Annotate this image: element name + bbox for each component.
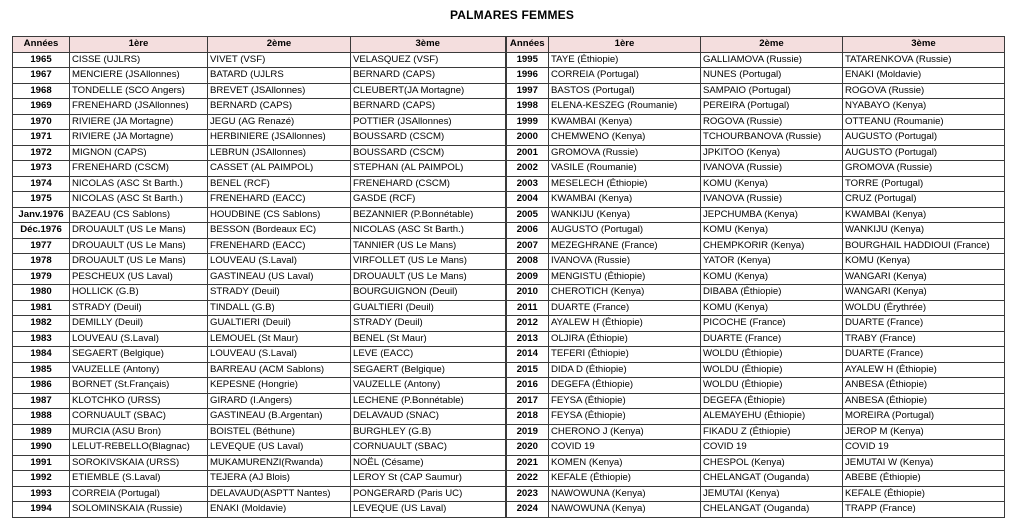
table-row — [13, 145, 1005, 161]
year-cell: 2017 — [506, 393, 549, 409]
year-cell: 1994 — [13, 502, 70, 518]
second-place-cell: PICOCHE (France) — [701, 316, 843, 332]
third-place-cell: LECHENE (P.Bonnétable) — [351, 393, 506, 409]
third-place-cell: NICOLAS (ASC St Barth.) — [351, 223, 506, 239]
first-place-cell: ELENA-KESZEG (Roumanie) — [549, 99, 701, 115]
second-place-cell: BARREAU (ACM Sablons) — [208, 362, 351, 378]
header-year: Années — [506, 37, 549, 53]
year-cell: 1967 — [13, 68, 70, 84]
third-place-cell: DUARTE (France) — [843, 316, 1005, 332]
table-row — [13, 316, 1005, 332]
second-place-cell: GUALTIERI (Deuil) — [208, 316, 351, 332]
first-place-cell: IVANOVA (Russie) — [549, 254, 701, 270]
third-place-cell: LEVEQUE (US Laval) — [351, 502, 506, 518]
year-cell: 2007 — [506, 238, 549, 254]
third-place-cell: KEFALE (Éthiopie) — [843, 486, 1005, 502]
first-place-cell: PESCHEUX (US Laval) — [70, 269, 208, 285]
first-place-cell: KEFALE (Éthiopie) — [549, 471, 701, 487]
third-place-cell: BERNARD (CAPS) — [351, 99, 506, 115]
first-place-cell: BAZEAU (CS Sablons) — [70, 207, 208, 223]
first-place-cell: SOROKIVSKAIA (URSS) — [70, 455, 208, 471]
year-cell: 1977 — [13, 238, 70, 254]
year-cell: 1997 — [506, 83, 549, 99]
year-cell: 2014 — [506, 347, 549, 363]
first-place-cell: VASILE (Roumanie) — [549, 161, 701, 177]
third-place-cell: ENAKI (Moldavie) — [843, 68, 1005, 84]
first-place-cell: CORREIA (Portugal) — [549, 68, 701, 84]
year-cell: 2020 — [506, 440, 549, 456]
first-place-cell: OLJIRA (Éthiopie) — [549, 331, 701, 347]
first-place-cell: CORREIA (Portugal) — [70, 486, 208, 502]
third-place-cell: DUARTE (France) — [843, 347, 1005, 363]
year-cell: 1978 — [13, 254, 70, 270]
table-row — [13, 269, 1005, 285]
third-place-cell: NOËL (Césame) — [351, 455, 506, 471]
header-first: 1ère — [70, 37, 208, 53]
second-place-cell: LOUVEAU (S.Laval) — [208, 254, 351, 270]
third-place-cell: LEVE (EACC) — [351, 347, 506, 363]
year-cell: 2018 — [506, 409, 549, 425]
year-cell: 1971 — [13, 130, 70, 146]
first-place-cell: FRENEHARD (JSAllonnes) — [70, 99, 208, 115]
table-row — [13, 161, 1005, 177]
first-place-cell: MIGNON (CAPS) — [70, 145, 208, 161]
year-cell: 1979 — [13, 269, 70, 285]
second-place-cell: ALEMAYEHU (Éthiopie) — [701, 409, 843, 425]
third-place-cell: WANGARI (Kenya) — [843, 269, 1005, 285]
first-place-cell: DIDA D (Éthiopie) — [549, 362, 701, 378]
third-place-cell: COVID 19 — [843, 440, 1005, 456]
second-place-cell: JEGU (AG Renazé) — [208, 114, 351, 130]
third-place-cell: KWAMBAI (Kenya) — [843, 207, 1005, 223]
header-first: 1ère — [549, 37, 701, 53]
second-place-cell: NUNES (Portugal) — [701, 68, 843, 84]
year-cell: 1995 — [506, 52, 549, 68]
year-cell: 2001 — [506, 145, 549, 161]
third-place-cell: BURGHLEY (G.B) — [351, 424, 506, 440]
second-place-cell: BATARD (UJLRS — [208, 68, 351, 84]
first-place-cell: MENCIERE (JSAllonnes) — [70, 68, 208, 84]
second-place-cell: VIVET (VSF) — [208, 52, 351, 68]
first-place-cell: DROUAULT (US Le Mans) — [70, 223, 208, 239]
year-cell: 2019 — [506, 424, 549, 440]
palmares-table — [12, 36, 1005, 518]
third-place-cell: TORRE (Portugal) — [843, 176, 1005, 192]
third-place-cell: TRAPP (France) — [843, 502, 1005, 518]
year-cell: 1968 — [13, 83, 70, 99]
second-place-cell: JEMUTAI (Kenya) — [701, 486, 843, 502]
second-place-cell: KOMU (Kenya) — [701, 223, 843, 239]
first-place-cell: BASTOS (Portugal) — [549, 83, 701, 99]
table-row — [13, 362, 1005, 378]
second-place-cell: BENEL (RCF) — [208, 176, 351, 192]
year-cell: 1986 — [13, 378, 70, 394]
third-place-cell: FRENEHARD (CSCM) — [351, 176, 506, 192]
third-place-cell: STEPHAN (AL PAIMPOL) — [351, 161, 506, 177]
third-place-cell: TATARENKOVA (Russie) — [843, 52, 1005, 68]
second-place-cell: TINDALL (G.B) — [208, 300, 351, 316]
year-cell: 1975 — [13, 192, 70, 208]
first-place-cell: NICOLAS (ASC St Barth.) — [70, 176, 208, 192]
first-place-cell: SEGAERT (Belgique) — [70, 347, 208, 363]
year-cell: Janv.1976 — [13, 207, 70, 223]
first-place-cell: RIVIERE (JA Mortagne) — [70, 114, 208, 130]
header-third: 3ème — [843, 37, 1005, 53]
second-place-cell: FRENEHARD (EACC) — [208, 238, 351, 254]
year-cell: 2000 — [506, 130, 549, 146]
second-place-cell: ENAKI (Moldavie) — [208, 502, 351, 518]
second-place-cell: PEREIRA (Portugal) — [701, 99, 843, 115]
second-place-cell: FIKADU Z (Éthiopie) — [701, 424, 843, 440]
second-place-cell: GALLIAMOVA (Russie) — [701, 52, 843, 68]
third-place-cell: WOLDU (Érythrée) — [843, 300, 1005, 316]
table-row — [13, 114, 1005, 130]
year-cell: 2008 — [506, 254, 549, 270]
first-place-cell: DUARTE (France) — [549, 300, 701, 316]
table-row — [13, 393, 1005, 409]
first-place-cell: DROUAULT (US Le Mans) — [70, 254, 208, 270]
table-row — [13, 331, 1005, 347]
table-row — [13, 440, 1005, 456]
year-cell: 1988 — [13, 409, 70, 425]
second-place-cell: JPKITOO (Kenya) — [701, 145, 843, 161]
third-place-cell: AYALEW H (Éthiopie) — [843, 362, 1005, 378]
year-cell: 1991 — [13, 455, 70, 471]
first-place-cell: WANKIJU (Kenya) — [549, 207, 701, 223]
third-place-cell: BEZANNIER (P.Bonnétable) — [351, 207, 506, 223]
third-place-cell: TRABY (France) — [843, 331, 1005, 347]
table-row — [13, 285, 1005, 301]
second-place-cell: GASTINEAU (US Laval) — [208, 269, 351, 285]
third-place-cell: AUGUSTO (Portugal) — [843, 130, 1005, 146]
first-place-cell: LOUVEAU (S.Laval) — [70, 331, 208, 347]
third-place-cell: BERNARD (CAPS) — [351, 68, 506, 84]
first-place-cell: NAWOWUNA (Kenya) — [549, 502, 701, 518]
table-row — [13, 83, 1005, 99]
year-cell: 2022 — [506, 471, 549, 487]
third-place-cell: ANBESA (Éthiopie) — [843, 393, 1005, 409]
table-row — [13, 300, 1005, 316]
year-cell: 1993 — [13, 486, 70, 502]
first-place-cell: GROMOVA (Russie) — [549, 145, 701, 161]
second-place-cell: TEJERA (AJ Blois) — [208, 471, 351, 487]
third-place-cell: GUALTIERI (Deuil) — [351, 300, 506, 316]
first-place-cell: MEZEGHRANE (France) — [549, 238, 701, 254]
third-place-cell: AUGUSTO (Portugal) — [843, 145, 1005, 161]
first-place-cell: TEFERI (Éthiopie) — [549, 347, 701, 363]
third-place-cell: PONGERARD (Paris UC) — [351, 486, 506, 502]
third-place-cell: JEROP M (Kenya) — [843, 424, 1005, 440]
header-row — [13, 37, 1005, 53]
first-place-cell: KLOTCHKO (URSS) — [70, 393, 208, 409]
header-second: 2ème — [701, 37, 843, 53]
second-place-cell: IVANOVA (Russie) — [701, 192, 843, 208]
third-place-cell: VIRFOLLET (US Le Mans) — [351, 254, 506, 270]
third-place-cell: STRADY (Deuil) — [351, 316, 506, 332]
year-cell: 1965 — [13, 52, 70, 68]
header-third: 3ème — [351, 37, 506, 53]
first-place-cell: COVID 19 — [549, 440, 701, 456]
first-place-cell: VAUZELLE (Antony) — [70, 362, 208, 378]
first-place-cell: NICOLAS (ASC St Barth.) — [70, 192, 208, 208]
year-cell: 2004 — [506, 192, 549, 208]
first-place-cell: STRADY (Deuil) — [70, 300, 208, 316]
first-place-cell: RIVIERE (JA Mortagne) — [70, 130, 208, 146]
year-cell: 2013 — [506, 331, 549, 347]
year-cell: 1992 — [13, 471, 70, 487]
second-place-cell: COVID 19 — [701, 440, 843, 456]
second-place-cell: WOLDU (Éthiopie) — [701, 347, 843, 363]
table-row — [13, 455, 1005, 471]
second-place-cell: ROGOVA (Russie) — [701, 114, 843, 130]
year-cell: 2003 — [506, 176, 549, 192]
second-place-cell: MUKAMURENZI(Rwanda) — [208, 455, 351, 471]
year-cell: 2010 — [506, 285, 549, 301]
first-place-cell: HOLLICK (G.B) — [70, 285, 208, 301]
year-cell: 2011 — [506, 300, 549, 316]
table-row — [13, 378, 1005, 394]
year-cell: 1987 — [13, 393, 70, 409]
second-place-cell: GIRARD (I.Angers) — [208, 393, 351, 409]
first-place-cell: KWAMBAI (Kenya) — [549, 192, 701, 208]
year-cell: 1983 — [13, 331, 70, 347]
third-place-cell: TANNIER (US Le Mans) — [351, 238, 506, 254]
table-row — [13, 486, 1005, 502]
second-place-cell: BREVET (JSAllonnes) — [208, 83, 351, 99]
year-cell: 2016 — [506, 378, 549, 394]
year-cell: 1970 — [13, 114, 70, 130]
first-place-cell: LELUT-REBELLO(Blagnac) — [70, 440, 208, 456]
third-place-cell: VELASQUEZ (VSF) — [351, 52, 506, 68]
year-cell: 2015 — [506, 362, 549, 378]
third-place-cell: GASDE (RCF) — [351, 192, 506, 208]
third-place-cell: BENEL (St Maur) — [351, 331, 506, 347]
year-cell: 1984 — [13, 347, 70, 363]
second-place-cell: CHEMPKORIR (Kenya) — [701, 238, 843, 254]
year-cell: 2021 — [506, 455, 549, 471]
first-place-cell: KWAMBAI (Kenya) — [549, 114, 701, 130]
first-place-cell: AYALEW H (Éthiopie) — [549, 316, 701, 332]
first-place-cell: FRENEHARD (CSCM) — [70, 161, 208, 177]
year-cell: 2012 — [506, 316, 549, 332]
second-place-cell: TCHOURBANOVA (Russie) — [701, 130, 843, 146]
second-place-cell: BOISTEL (Béthune) — [208, 424, 351, 440]
table-row — [13, 238, 1005, 254]
first-place-cell: FEYSA (Éthiopie) — [549, 409, 701, 425]
second-place-cell: KOMU (Kenya) — [701, 176, 843, 192]
second-place-cell: GASTINEAU (B.Argentan) — [208, 409, 351, 425]
first-place-cell: CISSE (UJLRS) — [70, 52, 208, 68]
page-title: PALMARES FEMMES — [449, 8, 575, 22]
year-cell: 1981 — [13, 300, 70, 316]
third-place-cell: BOURGUIGNON (Deuil) — [351, 285, 506, 301]
year-cell: 1985 — [13, 362, 70, 378]
first-place-cell: FEYSA (Éthiopie) — [549, 393, 701, 409]
year-cell: 1974 — [13, 176, 70, 192]
third-place-cell: MOREIRA (Portugal) — [843, 409, 1005, 425]
third-place-cell: ROGOVA (Russie) — [843, 83, 1005, 99]
table-row — [13, 502, 1005, 518]
second-place-cell: LEBRUN (JSAllonnes) — [208, 145, 351, 161]
first-place-cell: NAWOWUNA (Kenya) — [549, 486, 701, 502]
second-place-cell: CHELANGAT (Ouganda) — [701, 471, 843, 487]
second-place-cell: DUARTE (France) — [701, 331, 843, 347]
second-place-cell: JEPCHUMBA (Kenya) — [701, 207, 843, 223]
second-place-cell: LEMOUEL (St Maur) — [208, 331, 351, 347]
year-cell: 2002 — [506, 161, 549, 177]
second-place-cell: IVANOVA (Russie) — [701, 161, 843, 177]
year-cell: Déc.1976 — [13, 223, 70, 239]
first-place-cell: MURCIA (ASU Bron) — [70, 424, 208, 440]
first-place-cell: MESELECH (Éthiopie) — [549, 176, 701, 192]
third-place-cell: POTTIER (JSAllonnes) — [351, 114, 506, 130]
year-cell: 2005 — [506, 207, 549, 223]
table-row — [13, 130, 1005, 146]
second-place-cell: DIBABA (Éthiopie) — [701, 285, 843, 301]
second-place-cell: KOMU (Kenya) — [701, 300, 843, 316]
first-place-cell: CORNUAULT (SBAC) — [70, 409, 208, 425]
first-place-cell: SOLOMINSKAIA (Russie) — [70, 502, 208, 518]
third-place-cell: ANBESA (Éthiopie) — [843, 378, 1005, 394]
year-cell: 2006 — [506, 223, 549, 239]
second-place-cell: BERNARD (CAPS) — [208, 99, 351, 115]
third-place-cell: SEGAERT (Belgique) — [351, 362, 506, 378]
year-cell: 2024 — [506, 502, 549, 518]
third-place-cell: ABEBE (Éthiopie) — [843, 471, 1005, 487]
third-place-cell: WANGARI (Kenya) — [843, 285, 1005, 301]
third-place-cell: VAUZELLE (Antony) — [351, 378, 506, 394]
third-place-cell: CRUZ (Portugal) — [843, 192, 1005, 208]
first-place-cell: AUGUSTO (Portugal) — [549, 223, 701, 239]
first-place-cell: DEGEFA (Éthiopie) — [549, 378, 701, 394]
first-place-cell: CHERONO J (Kenya) — [549, 424, 701, 440]
table-row — [13, 471, 1005, 487]
third-place-cell: NYABAYO (Kenya) — [843, 99, 1005, 115]
second-place-cell: WOLDU (Éthiopie) — [701, 378, 843, 394]
table-row — [13, 99, 1005, 115]
year-cell: 2023 — [506, 486, 549, 502]
second-place-cell: DEGEFA (Éthiopie) — [701, 393, 843, 409]
table-row — [13, 176, 1005, 192]
first-place-cell: ETIEMBLE (S.Laval) — [70, 471, 208, 487]
table-row — [13, 192, 1005, 208]
header-second: 2ème — [208, 37, 351, 53]
first-place-cell: BORNET (St.Français) — [70, 378, 208, 394]
third-place-cell: DROUAULT (US Le Mans) — [351, 269, 506, 285]
year-cell: 2009 — [506, 269, 549, 285]
second-place-cell: HOUDBINE (CS Sablons) — [208, 207, 351, 223]
table-row — [13, 254, 1005, 270]
year-cell: 1969 — [13, 99, 70, 115]
year-cell: 1972 — [13, 145, 70, 161]
first-place-cell: CHEROTICH (Kenya) — [549, 285, 701, 301]
first-place-cell: CHEMWENO (Kenya) — [549, 130, 701, 146]
third-place-cell: BOURGHAIL HADDIOUI (France) — [843, 238, 1005, 254]
year-cell: 1990 — [13, 440, 70, 456]
third-place-cell: BOUSSARD (CSCM) — [351, 145, 506, 161]
table-row — [13, 68, 1005, 84]
third-place-cell: DELAVAUD (SNAC) — [351, 409, 506, 425]
year-cell: 1982 — [13, 316, 70, 332]
second-place-cell: SAMPAIO (Portugal) — [701, 83, 843, 99]
third-place-cell: WANKIJU (Kenya) — [843, 223, 1005, 239]
first-place-cell: TONDELLE (SCO Angers) — [70, 83, 208, 99]
second-place-cell: LOUVEAU (S.Laval) — [208, 347, 351, 363]
first-place-cell: KOMEN (Kenya) — [549, 455, 701, 471]
first-place-cell: DEMILLY (Deuil) — [70, 316, 208, 332]
third-place-cell: OTTEANU (Roumanie) — [843, 114, 1005, 130]
third-place-cell: GROMOVA (Russie) — [843, 161, 1005, 177]
second-place-cell: KEPESNE (Hongrie) — [208, 378, 351, 394]
second-place-cell: KOMU (Kenya) — [701, 269, 843, 285]
third-place-cell: CLEUBERT(JA Mortagne) — [351, 83, 506, 99]
second-place-cell: HERBINIERE (JSAllonnes) — [208, 130, 351, 146]
year-cell: 1996 — [506, 68, 549, 84]
table-row — [13, 207, 1005, 223]
second-place-cell: CHESPOL (Kenya) — [701, 455, 843, 471]
third-place-cell: LEROY St (CAP Saumur) — [351, 471, 506, 487]
year-cell: 1999 — [506, 114, 549, 130]
first-place-cell: DROUAULT (US Le Mans) — [70, 238, 208, 254]
year-cell: 1980 — [13, 285, 70, 301]
second-place-cell: WOLDU (Éthiopie) — [701, 362, 843, 378]
year-cell: 1973 — [13, 161, 70, 177]
second-place-cell: YATOR (Kenya) — [701, 254, 843, 270]
second-place-cell: FRENEHARD (EACC) — [208, 192, 351, 208]
second-place-cell: LEVEQUE (US Laval) — [208, 440, 351, 456]
second-place-cell: BESSON (Bordeaux EC) — [208, 223, 351, 239]
header-year: Années — [13, 37, 70, 53]
table-row — [13, 223, 1005, 239]
table-row — [13, 52, 1005, 68]
table-row — [13, 424, 1005, 440]
first-place-cell: MENGISTU (Éthiopie) — [549, 269, 701, 285]
third-place-cell: KOMU (Kenya) — [843, 254, 1005, 270]
table-row — [13, 409, 1005, 425]
first-place-cell: TAYE (Éthiopie) — [549, 52, 701, 68]
third-place-cell: JEMUTAI W (Kenya) — [843, 455, 1005, 471]
second-place-cell: STRADY (Deuil) — [208, 285, 351, 301]
second-place-cell: CHELANGAT (Ouganda) — [701, 502, 843, 518]
second-place-cell: DELAVAUD(ASPTT Nantes) — [208, 486, 351, 502]
table-row — [13, 347, 1005, 363]
year-cell: 1989 — [13, 424, 70, 440]
third-place-cell: CORNUAULT (SBAC) — [351, 440, 506, 456]
second-place-cell: CASSET (AL PAIMPOL) — [208, 161, 351, 177]
year-cell: 1998 — [506, 99, 549, 115]
third-place-cell: BOUSSARD (CSCM) — [351, 130, 506, 146]
